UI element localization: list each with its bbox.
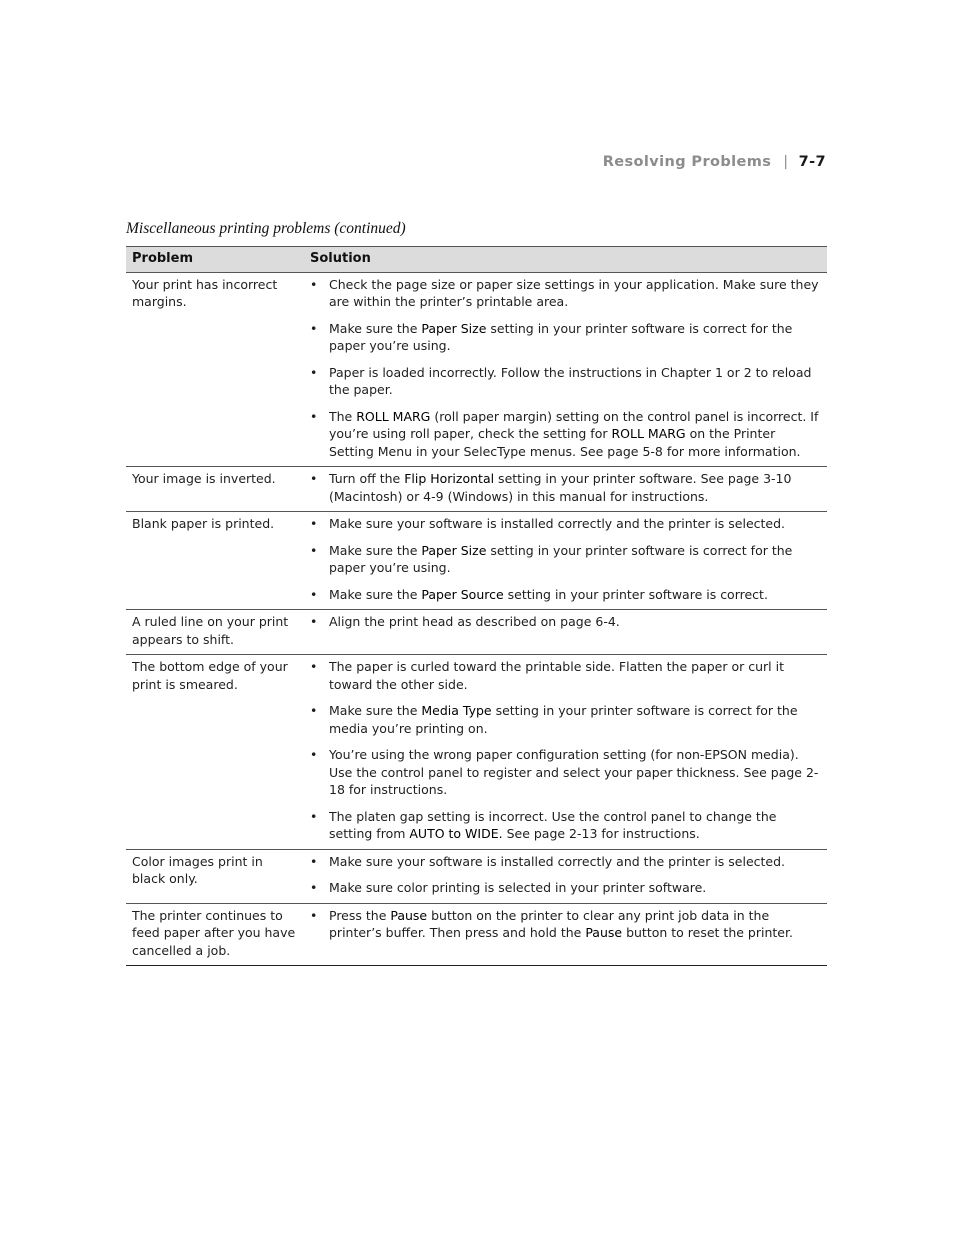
ui-term: Paper Source	[421, 586, 504, 602]
solution-text: See page 2-13 for instructions.	[502, 826, 700, 841]
ui-term: Pause	[390, 907, 428, 923]
solution-cell	[303, 467, 827, 512]
solution-item	[310, 515, 823, 533]
solution-text: Check the page size or paper size settings in your application. Make sure they are within the printer’s printable area.	[329, 276, 819, 309]
problems-table	[126, 246, 827, 966]
table-row	[126, 512, 827, 610]
bullet-icon: •	[310, 320, 318, 336]
bullet-icon: •	[310, 907, 318, 923]
bullet-icon: •	[310, 614, 318, 629]
solution-item	[310, 879, 823, 897]
solution-text: (roll paper margin) setting on the control panel is incorrect. If you’re using roll paper, check the setting for	[329, 408, 819, 441]
solution-cell	[303, 272, 827, 467]
solution-text: Make sure the	[329, 703, 422, 718]
solution-text: on the Printer Setting Menu in your SelecType menus. See page 5-8 for more information.	[329, 426, 801, 459]
solution-text: button to reset the printer.	[622, 925, 793, 940]
solution-item	[310, 746, 823, 799]
problem-cell: Your image is inverted.	[126, 467, 303, 512]
solution-cell	[303, 512, 827, 610]
ui-term: ROLL MARG	[356, 408, 431, 424]
ui-term: Media Type	[421, 703, 492, 718]
problem-cell: Color images print in black only.	[126, 849, 303, 903]
solution-text: Paper is loaded incorrectly. Follow the instructions in Chapter 1 or 2 to reload the paper.	[329, 364, 812, 397]
section-title: Resolving Problems	[602, 154, 772, 170]
solution-item	[310, 658, 823, 693]
solution-text: Align the print head as described on page 6-4.	[329, 614, 620, 629]
bullet-icon: •	[310, 808, 318, 824]
ui-term: Paper Size	[421, 320, 487, 336]
solution-text: Press the	[329, 907, 391, 923]
table-header-row	[126, 247, 827, 273]
bullet-icon: •	[310, 364, 318, 380]
solution-text: The	[329, 408, 357, 424]
solution-cell	[303, 849, 827, 903]
header-separator: |	[783, 154, 789, 170]
bullet-icon: •	[310, 542, 318, 558]
page-number: 7-7	[798, 154, 826, 170]
table-row	[126, 467, 827, 512]
solution-item	[310, 853, 823, 871]
solution-item	[310, 808, 823, 843]
problem-cell: The bottom edge of your print is smeared.	[126, 655, 303, 850]
problem-cell: A ruled line on your print appears to shift.	[126, 610, 303, 655]
ui-term: Pause	[585, 925, 623, 940]
ui-term: ROLL MARG	[611, 426, 686, 441]
solution-item	[310, 408, 823, 461]
solution-item	[310, 586, 823, 604]
running-header	[603, 154, 826, 170]
solution-text: Make sure the	[329, 586, 422, 602]
solution-text: setting in your printer software is correct for the paper you’re using.	[329, 320, 793, 353]
solution-text: The paper is curled toward the printable side. Flatten the paper or curl it toward the other side.	[329, 659, 784, 692]
solution-text: Make sure the	[329, 542, 422, 558]
bullet-icon: •	[310, 880, 318, 895]
solution-item	[310, 542, 823, 577]
solution-item	[310, 320, 823, 355]
bullet-icon: •	[310, 659, 318, 674]
solution-text: setting in your printer software is correct for the media you’re printing on.	[329, 703, 798, 736]
solution-text: setting in your printer software. See page 3-10 (Macintosh) or 4-9 (Windows) in this manual for instructions.	[329, 471, 792, 504]
bullet-icon: •	[310, 276, 318, 292]
solution-cell	[303, 655, 827, 850]
solution-text: Make sure color printing is selected in your printer software.	[329, 880, 707, 895]
solution-text: You’re using the wrong paper configuration setting (for non-EPSON media). Use the control panel to register and select your paper thickness. See page 2-18 for instructions.	[329, 747, 819, 797]
bullet-icon: •	[310, 586, 318, 602]
table-row	[126, 272, 827, 467]
bullet-icon: •	[310, 853, 318, 869]
solution-cell	[303, 903, 827, 966]
solution-text: button on the printer to clear any print job data in the printer’s buffer. Then press and hold the	[329, 907, 770, 940]
table-title: Miscellaneous printing problems (continued)	[126, 220, 406, 237]
bullet-icon: •	[310, 747, 318, 762]
table-row	[126, 849, 827, 903]
solution-text: Turn off the	[329, 471, 405, 486]
solution-list	[310, 907, 823, 942]
table-row	[126, 610, 827, 655]
solution-text: Make sure the	[329, 320, 422, 336]
solution-list	[310, 613, 823, 631]
solution-item	[310, 702, 823, 737]
solution-item	[310, 613, 823, 631]
solution-list	[310, 515, 823, 603]
problem-cell: Your print has incorrect margins.	[126, 272, 303, 467]
solution-item	[310, 364, 823, 399]
solution-text: setting in your printer software is correct for the paper you’re using.	[329, 542, 793, 575]
bullet-icon: •	[310, 471, 318, 486]
ui-term: Paper Size	[421, 542, 487, 558]
table-row	[126, 903, 827, 966]
problem-cell: The printer continues to feed paper after you have cancelled a job.	[126, 903, 303, 966]
ui-term: Flip Horizontal	[404, 471, 495, 486]
bullet-icon: •	[310, 703, 318, 718]
solution-list	[310, 658, 823, 843]
table-body	[126, 272, 827, 966]
bullet-icon: •	[310, 408, 318, 424]
solution-item	[310, 276, 823, 311]
solution-list	[310, 276, 823, 461]
solution-text: setting in your printer software is correct.	[503, 586, 768, 602]
solution-list	[310, 853, 823, 897]
solution-list	[310, 470, 823, 505]
column-header-solution: Solution	[303, 247, 827, 273]
table-row	[126, 655, 827, 850]
solution-text: Make sure your software is installed correctly and the printer is selected.	[329, 516, 786, 531]
bullet-icon: •	[310, 516, 318, 531]
solution-text: The platen gap setting is incorrect. Use the control panel to change the setting from	[329, 808, 777, 841]
solution-cell	[303, 610, 827, 655]
solution-item	[310, 470, 823, 505]
problem-cell: Blank paper is printed.	[126, 512, 303, 610]
solution-text: Make sure your software is installed correctly and the printer is selected.	[329, 853, 786, 869]
ui-term: AUTO to WIDE.	[409, 826, 503, 841]
column-header-problem: Problem	[126, 247, 303, 273]
solution-item	[310, 907, 823, 942]
